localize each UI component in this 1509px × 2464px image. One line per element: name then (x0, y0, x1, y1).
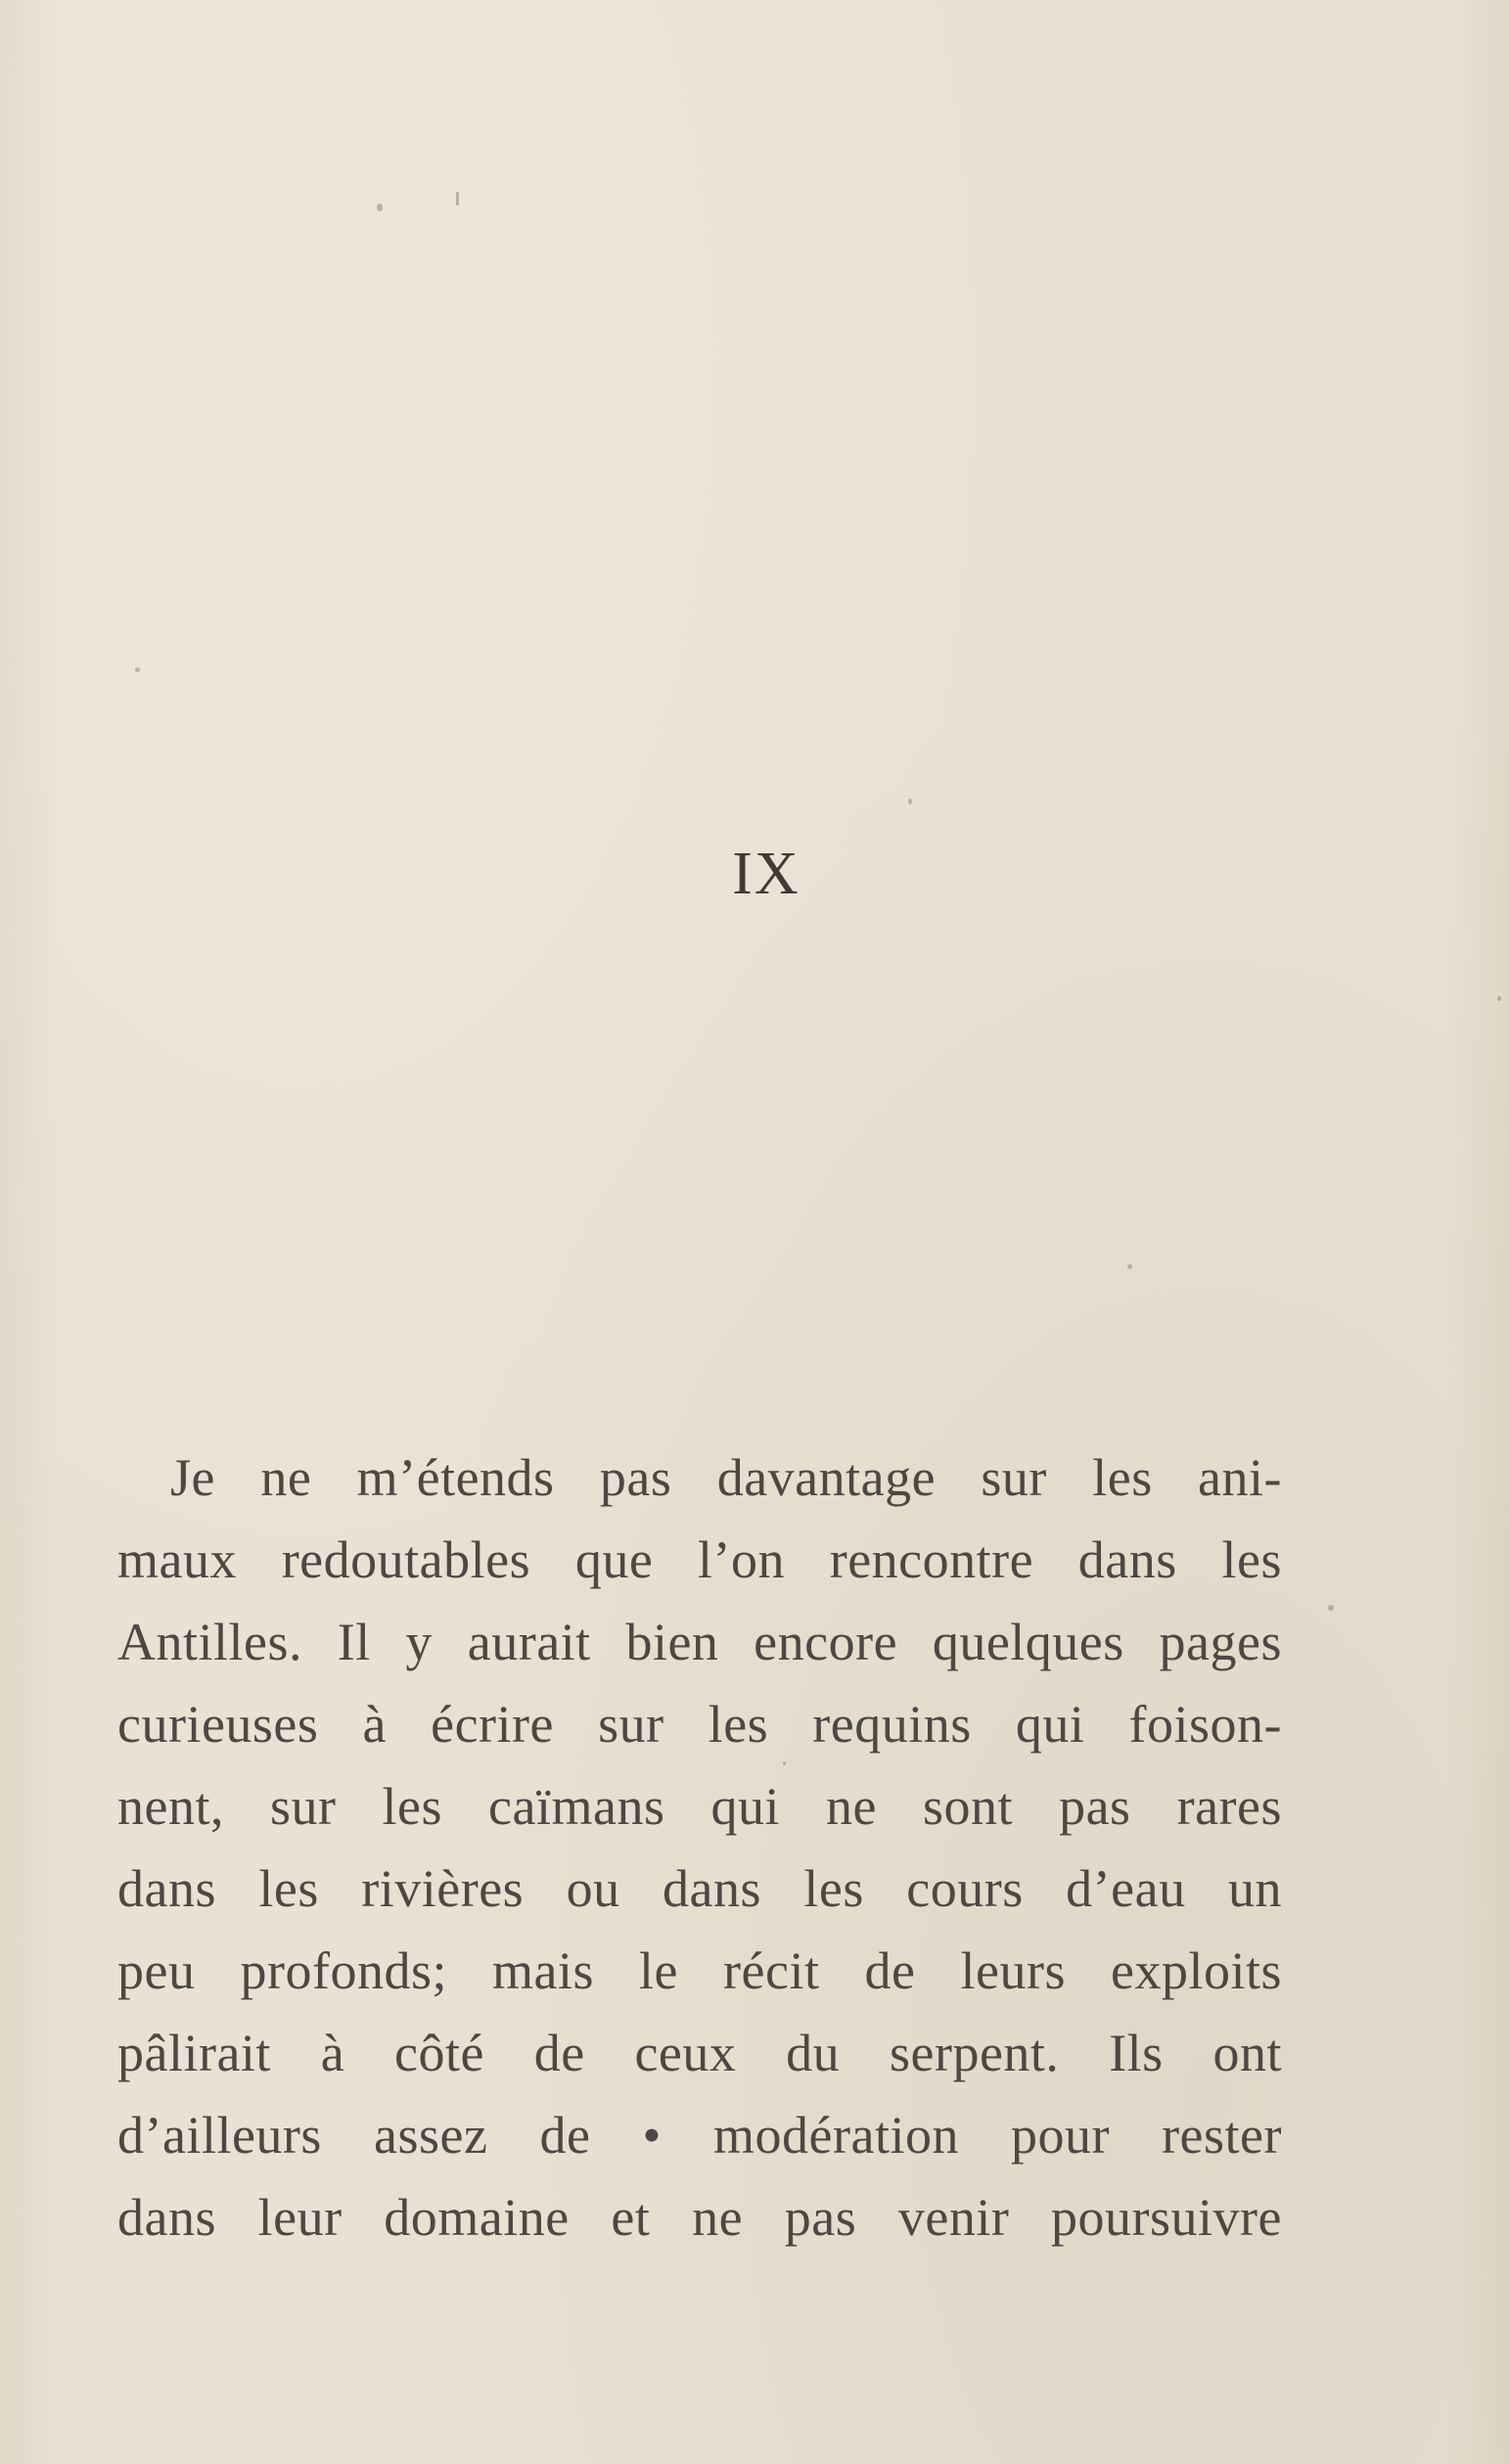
text-line: maux redoutables que l’on rencontre dans les (117, 1530, 1282, 1589)
text-line: curieuses à écrire sur les requins qui foison- (117, 1695, 1282, 1754)
text-line: Je ne m’étends pas davantage sur les ani- (170, 1448, 1282, 1507)
text-line: pâlirait à côté de ceux du serpent. Ils ont (117, 2024, 1282, 2082)
chapter-heading: IX (732, 841, 800, 907)
paper-speck (456, 192, 459, 205)
paper-speck (135, 667, 140, 672)
paper-speck (1328, 1605, 1334, 1611)
paper-speck (1127, 1264, 1132, 1269)
text-line: dans les rivières ou dans les cours d’eau un (117, 1859, 1282, 1918)
body-paragraph (117, 1437, 1282, 2259)
text-line: nent, sur les caïmans qui ne sont pas rares (117, 1777, 1282, 1836)
paper-speck (908, 799, 912, 804)
paper-speck (377, 204, 383, 211)
text-line: dans leur domaine et ne pas venir poursuivre (117, 2188, 1282, 2247)
paper-speck (783, 1761, 786, 1765)
paper-speck (1497, 996, 1501, 1001)
text-line: peu profonds; mais le récit de leurs exploits (117, 1941, 1282, 2000)
text-line: d’ailleurs assez de • modération pour rester (117, 2106, 1282, 2165)
text-line: Antilles. Il y aurait bien encore quelques pages (117, 1613, 1282, 1671)
